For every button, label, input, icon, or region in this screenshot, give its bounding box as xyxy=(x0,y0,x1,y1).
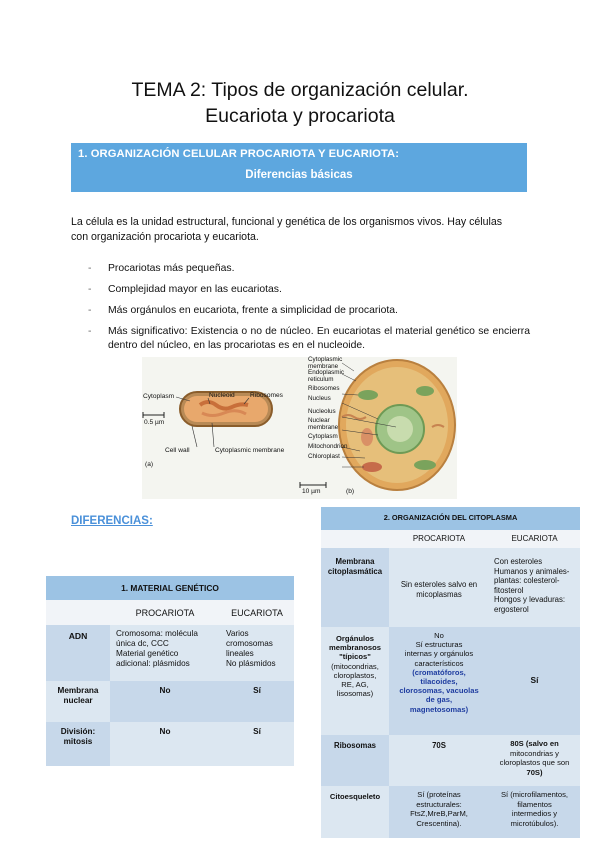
label-euk: Ribosomes xyxy=(308,385,340,393)
differences-heading: DIFERENCIAS: xyxy=(71,515,153,527)
table2-row-membrana-label xyxy=(321,548,389,627)
cell-line: filamentos xyxy=(517,799,552,809)
cell-line: Membrana xyxy=(335,557,375,566)
cell-line: Hongos y levaduras: xyxy=(494,595,566,605)
label-scale-prok: 0.5 µm xyxy=(144,419,165,426)
section-heading: 1. ORGANIZACIÓN CELULAR PROCARIOTA Y EUCARIOTA: xyxy=(78,148,400,160)
label-euk: Endoplasmic xyxy=(308,369,345,377)
cell-line: 70S) xyxy=(526,767,543,777)
label-cytoplasmic-membrane: Cytoplasmic membrane xyxy=(215,447,285,454)
cell-line: Membrana xyxy=(57,686,99,695)
bullet-text: Procariotas más pequeñas. xyxy=(108,263,235,274)
table2-col-procariota: PROCARIOTA xyxy=(389,530,489,548)
cell-line: intermedios y xyxy=(511,809,558,819)
cell-line: (mitocondrias, xyxy=(331,661,379,671)
table1-row-division-pro: No xyxy=(110,722,220,766)
cell-line: nuclear xyxy=(63,696,93,705)
cell-line: mitocondrias y xyxy=(510,748,559,758)
table2-col-eucariota: EUCARIOTA xyxy=(489,530,580,548)
cell-line: clorosomas, vacuolas xyxy=(399,686,479,696)
table2-row-ribosomas-pro: 70S xyxy=(389,735,489,786)
label-panel-a: (a) xyxy=(145,461,154,468)
bullet-text: Complejidad mayor en las eucariotas. xyxy=(108,284,282,295)
table-citoplasma xyxy=(321,507,580,838)
label-euk: Cytoplasm xyxy=(308,433,338,441)
table2-row-citoesqueleto-euc xyxy=(489,786,580,838)
cell-line: Sí (proteínas xyxy=(417,790,461,799)
table2-row-organulos-euc: Sí xyxy=(489,627,580,735)
cell-line: adicional: plásmidos xyxy=(116,659,190,668)
table1-row-adn-pro xyxy=(110,625,220,681)
label-scale-euk: 10 µm xyxy=(302,488,321,495)
table1-row-adn-euc xyxy=(220,625,294,681)
cell-comparison-figure xyxy=(142,357,457,499)
label-euk: Nucleolus xyxy=(308,407,336,415)
table1-col-eucariota: EUCARIOTA xyxy=(220,600,294,625)
cell-line: Con esteroles xyxy=(494,557,543,566)
bullet-item xyxy=(88,283,530,297)
table1-row-division-euc: Sí xyxy=(220,722,294,766)
cell-line: 80S (salvo en xyxy=(510,739,559,748)
page-title-line2: Eucariota y procariota xyxy=(205,105,395,127)
cell-line: tilacoides, xyxy=(420,677,458,687)
table2-row-membrana-euc xyxy=(489,548,580,627)
cell-line: Sin esteroles salvo en xyxy=(400,580,478,589)
label-euk: Nuclear xyxy=(308,417,330,425)
cell-line: micoplasmas xyxy=(416,589,462,599)
bullet-item xyxy=(88,325,530,352)
cell-line: cloroplastos que son xyxy=(499,758,570,768)
bullet-text: Más significativo: Existencia o no de núcleo. En eucariotas el material genético se encierra dentro del núcleo, en las procariotas es en el nucleoide. xyxy=(108,326,530,351)
table1-corner xyxy=(46,600,110,625)
label-euk: membrane xyxy=(308,423,339,431)
label-cell-wall: Cell wall xyxy=(165,447,190,454)
cell-diagram xyxy=(142,357,457,499)
cell-line: Sí (microfilamentos, xyxy=(500,790,569,799)
table2-title: 2. ORGANIZACIÓN DEL CITOPLASMA xyxy=(321,507,580,530)
cell-line: (cromatóforos, xyxy=(412,667,466,677)
cell-line: Material genético xyxy=(116,649,179,658)
intro-line1: La célula es la unidad estructural, funcional y genética de los organismos vivos. Hay células xyxy=(71,216,503,228)
cell-line: de gas, xyxy=(425,695,453,705)
table1-row-membrana-label xyxy=(46,681,110,722)
bullet-dash: - xyxy=(88,305,92,316)
section-subheading: Diferencias básicas xyxy=(245,169,353,181)
cell-line: membranosos xyxy=(329,643,381,653)
section-banner xyxy=(71,143,527,192)
cell-line: División: xyxy=(60,727,96,736)
table1-col-procariota: PROCARIOTA xyxy=(110,600,220,625)
cell-line: microtúbulos). xyxy=(510,818,559,828)
label-ribosomes: Ribosomes xyxy=(250,392,283,399)
table2-row-citoesqueleto-pro xyxy=(389,786,489,838)
cell-line: fitosterol xyxy=(494,585,524,595)
bullet-dash: - xyxy=(88,284,92,295)
bullet-dash: - xyxy=(88,326,92,337)
intro-paragraph xyxy=(71,215,531,245)
table2-row-ribosomas-label: Ribosomas xyxy=(321,735,389,786)
cell-line: FtsZ,MreB,ParM, xyxy=(410,809,468,819)
table-material-genetico xyxy=(46,576,294,766)
table2-row-organulos-label xyxy=(321,627,389,735)
cell-line: Cromosoma: molécula xyxy=(116,629,198,638)
cell-line: cloroplastos, xyxy=(333,670,377,680)
cell-line: estructurales: xyxy=(416,799,462,809)
cell-line: cromosomas xyxy=(226,639,273,648)
cell-line: mitosis xyxy=(63,737,93,746)
cell-line: RE, AG, xyxy=(341,680,369,690)
bullet-dash: - xyxy=(88,263,92,274)
cell-line: "típicos" xyxy=(339,652,371,662)
label-euk: Nucleus xyxy=(308,394,331,402)
table2-row-organulos-pro xyxy=(389,627,489,735)
cell-line: citoplasmática xyxy=(327,566,383,576)
cell-line: plantas: colesterol- xyxy=(494,576,560,586)
cell-line: ergosterol xyxy=(494,604,529,614)
table2-row-citoesqueleto-label: Citoesqueleto xyxy=(321,786,389,838)
cell-line: Humanos y animales- xyxy=(494,566,570,576)
cell-line: característicos xyxy=(414,658,464,668)
cell-line: internas y orgánulos xyxy=(404,649,474,659)
label-euk: Chloroplast xyxy=(308,452,340,460)
cell-line: magnetosomas) xyxy=(409,704,469,714)
cell-line: Orgánulos xyxy=(336,634,374,643)
cell-line: No xyxy=(434,631,444,640)
table2-corner xyxy=(321,530,389,548)
label-euk: membrane xyxy=(308,362,339,370)
page-title-line1: TEMA 2: Tipos de organización celular. xyxy=(131,79,469,101)
cell-line: lisosomas) xyxy=(336,689,374,699)
table1-title: 1. MATERIAL GENÉTICO xyxy=(46,576,294,600)
label-euk: Mitochondrion xyxy=(308,442,348,450)
bullet-text: Más orgánulos en eucariota, frente a simplicidad de procariota. xyxy=(108,305,398,316)
eukaryote-labels xyxy=(308,357,348,460)
bullet-item xyxy=(88,262,530,276)
table2-row-ribosomas-euc xyxy=(489,735,580,786)
bullet-item xyxy=(88,304,530,318)
table1-row-membrana-pro: No xyxy=(110,681,220,722)
cell-line: Sí estructuras xyxy=(415,640,463,650)
cell-line: única dc, CCC xyxy=(116,639,169,648)
label-euk: reticulum xyxy=(308,375,334,383)
label-euk: Cytoplasmic xyxy=(308,356,343,363)
label-nucleoid: Nucleoid xyxy=(209,392,235,399)
table1-row-division-label xyxy=(46,722,110,766)
table1-row-membrana-euc: Sí xyxy=(220,681,294,722)
label-cytoplasm: Cytoplasm xyxy=(143,393,175,400)
table2-row-membrana-pro xyxy=(389,548,489,627)
cell-line: lineales xyxy=(226,649,254,658)
cell-line: No plásmidos xyxy=(226,659,276,668)
cell-line: Varios xyxy=(226,629,249,638)
difference-bullets xyxy=(88,262,530,360)
intro-line2: con organización procariota y eucariota. xyxy=(71,231,259,243)
table1-row-adn-label: ADN xyxy=(46,625,110,681)
cell-line: Crescentina). xyxy=(416,818,462,828)
label-panel-b: (b) xyxy=(346,488,355,495)
